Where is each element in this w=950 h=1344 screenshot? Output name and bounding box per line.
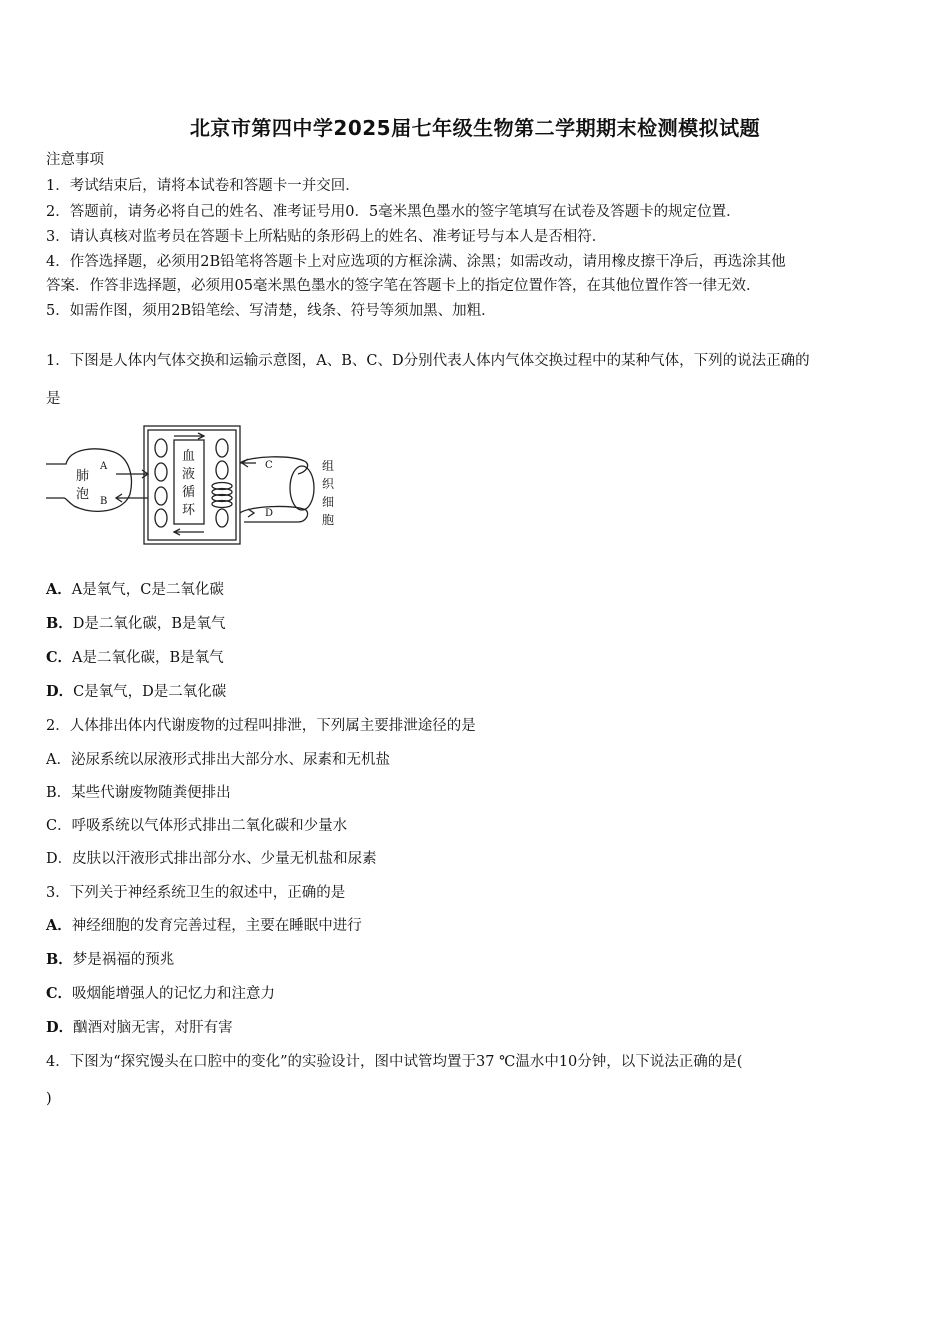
label-b: B	[100, 496, 108, 507]
blood-label-1: 血	[182, 449, 196, 464]
blood-label-3: 循	[182, 485, 196, 500]
q3-option-a[interactable]: A．神经细胞的发育完善过程，主要在睡眠中进行	[46, 917, 362, 934]
q2-option-b[interactable]: B．某些代谢废物随粪便排出	[46, 785, 231, 801]
label-a: A	[100, 461, 108, 472]
q2-option-a[interactable]: A．泌尿系统以尿液形式排出大部分水、尿素和无机盐	[46, 752, 390, 768]
q4-stem-cont: )	[46, 1091, 52, 1107]
tissue-label-2: 织	[322, 477, 335, 491]
tissue-label-3: 细	[322, 495, 335, 509]
label-d: D	[265, 508, 274, 519]
q3-option-d[interactable]: D．酗酒对脑无害，对肝有害	[46, 1019, 233, 1036]
tissue-label-1: 组	[322, 459, 335, 473]
red-cell	[155, 439, 167, 457]
q2-option-c[interactable]: C．呼吸系统以气体形式排出二氧化碳和少量水	[46, 818, 348, 834]
notice-item-3: 3．请认真核对监考员在答题卡上所粘贴的条形码上的姓名、准考证号与本人是否相符．	[46, 229, 607, 245]
q1-option-c[interactable]: C．A是二氧化碳，B是氧气	[46, 649, 224, 666]
q3-option-c[interactable]: C．吸烟能增强人的记忆力和注意力	[46, 985, 276, 1002]
tissue-label-4: 胞	[322, 513, 335, 527]
q3-stem: 3．下列关于神经系统卫生的叙述中，正确的是	[46, 885, 346, 901]
notice-heading: 注意事项	[46, 152, 104, 168]
q1-option-d[interactable]: D．C是氧气，D是二氧化碳	[46, 683, 227, 700]
notice-item-5: 5．如需作图，须用2B铅笔绘、写清楚，线条、符号等须加黑、加粗．	[46, 303, 496, 319]
q1-option-a[interactable]: A．A是氧气，C是二氧化碳	[46, 581, 224, 598]
q2-option-d[interactable]: D．皮肤以汗液形式排出部分水、少量无机盐和尿素	[46, 851, 377, 867]
notice-item-4-cont: 答案．作答非选择题，必须用05毫米黑色墨水的签字笔在答题卡上的指定位置作答，在其他位置作答一律无效．	[46, 278, 761, 294]
q4-stem: 4．下图为“探究馒头在口腔中的变化”的实验设计，图中试管均置于37 ℃温水中10分钟，以下说法正确的是(	[46, 1054, 743, 1070]
lung-label-2: 泡	[76, 487, 90, 502]
page-title: 北京市第四中学2025届七年级生物第二学期期末检测模拟试题	[189, 116, 761, 140]
q2-stem: 2．人体排出体内代谢废物的过程叫排泄，下列属主要排泄途径的是	[46, 718, 476, 734]
notice-item-1: 1．考试结束后，请将本试卷和答题卡一并交回．	[46, 178, 360, 194]
q1-stem: 1．下图是人体内气体交换和运输示意图，A、B、C、D分别代表人体内气体交换过程中的某种气体，下列的说法正确的	[46, 353, 810, 369]
notice-item-4: 4．作答选择题，必须用2B铅笔将答题卡上对应选项的方框涂满、涂黑；如需改动，请用橡皮擦干净后，再选涂其他	[46, 254, 786, 270]
blood-label-2: 液	[182, 467, 196, 482]
q1-stem-cont: 是	[46, 391, 61, 407]
lung-label-1: 肺	[76, 469, 90, 484]
q3-option-b[interactable]: B．梦是祸福的预兆	[46, 951, 175, 968]
label-c: C	[265, 460, 273, 471]
arrow-c-path	[240, 457, 308, 474]
q1-option-b[interactable]: B．D是二氧化碳，B是氧气	[46, 615, 226, 632]
gas-exchange-diagram	[44, 418, 344, 556]
blood-label-4: 环	[182, 503, 196, 518]
notice-item-2: 2．答题前，请务必将自己的姓名、准考证号用0．5毫米黑色墨水的签字笔填写在试卷及答题卡的规定位置．	[46, 204, 741, 220]
